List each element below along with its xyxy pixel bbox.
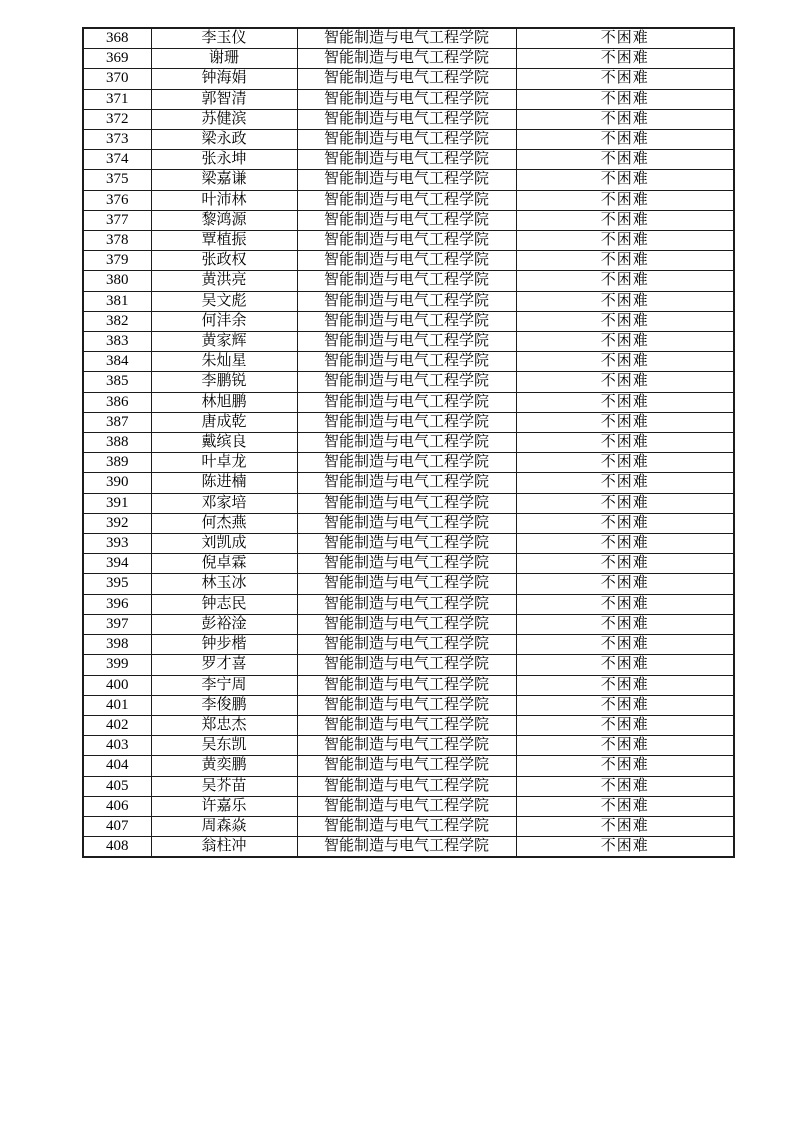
cell-status: 不困难 (516, 513, 734, 533)
table-row (83, 210, 734, 230)
cell-college: 智能制造与电气工程学院 (297, 271, 516, 291)
cell-serial-number: 403 (83, 736, 151, 756)
cell-status: 不困难 (516, 190, 734, 210)
cell-status: 不困难 (516, 231, 734, 251)
cell-college: 智能制造与电气工程学院 (297, 170, 516, 190)
cell-college: 智能制造与电气工程学院 (297, 695, 516, 715)
cell-student-name: 黄洪亮 (151, 271, 297, 291)
cell-status: 不困难 (516, 534, 734, 554)
roster-body (83, 28, 734, 857)
cell-serial-number: 396 (83, 594, 151, 614)
cell-serial-number: 400 (83, 675, 151, 695)
cell-college: 智能制造与电气工程学院 (297, 453, 516, 473)
table-row (83, 130, 734, 150)
cell-college: 智能制造与电气工程学院 (297, 554, 516, 574)
cell-status: 不困难 (516, 675, 734, 695)
cell-status: 不困难 (516, 594, 734, 614)
cell-serial-number: 392 (83, 513, 151, 533)
cell-college: 智能制造与电气工程学院 (297, 614, 516, 634)
cell-college: 智能制造与电气工程学院 (297, 776, 516, 796)
cell-college: 智能制造与电气工程学院 (297, 251, 516, 271)
cell-serial-number: 374 (83, 150, 151, 170)
cell-college: 智能制造与电气工程学院 (297, 675, 516, 695)
cell-serial-number: 394 (83, 554, 151, 574)
cell-serial-number: 380 (83, 271, 151, 291)
table-row (83, 231, 734, 251)
cell-serial-number: 406 (83, 796, 151, 816)
table-row (83, 433, 734, 453)
table-row (83, 594, 734, 614)
cell-student-name: 翁柱冲 (151, 837, 297, 858)
cell-serial-number: 407 (83, 816, 151, 836)
cell-status: 不困难 (516, 28, 734, 49)
cell-student-name: 倪卓霖 (151, 554, 297, 574)
cell-student-name: 叶沛林 (151, 190, 297, 210)
cell-status: 不困难 (516, 170, 734, 190)
cell-serial-number: 375 (83, 170, 151, 190)
cell-student-name: 何杰燕 (151, 513, 297, 533)
table-row (83, 352, 734, 372)
cell-student-name: 苏健滨 (151, 109, 297, 129)
table-row (83, 150, 734, 170)
cell-college: 智能制造与电气工程学院 (297, 49, 516, 69)
cell-status: 不困难 (516, 453, 734, 473)
cell-college: 智能制造与电气工程学院 (297, 796, 516, 816)
table-row (83, 473, 734, 493)
table-row (83, 392, 734, 412)
cell-serial-number: 401 (83, 695, 151, 715)
cell-college: 智能制造与电气工程学院 (297, 291, 516, 311)
cell-status: 不困难 (516, 433, 734, 453)
cell-serial-number: 387 (83, 412, 151, 432)
cell-college: 智能制造与电气工程学院 (297, 231, 516, 251)
cell-college: 智能制造与电气工程学院 (297, 130, 516, 150)
cell-status: 不困难 (516, 109, 734, 129)
table-row (83, 736, 734, 756)
cell-student-name: 郑忠杰 (151, 715, 297, 735)
cell-college: 智能制造与电气工程学院 (297, 433, 516, 453)
cell-status: 不困难 (516, 251, 734, 271)
cell-college: 智能制造与电气工程学院 (297, 594, 516, 614)
table-row (83, 675, 734, 695)
cell-student-name: 许嘉乐 (151, 796, 297, 816)
cell-student-name: 陈进楠 (151, 473, 297, 493)
cell-student-name: 谢珊 (151, 49, 297, 69)
cell-student-name: 吴东凯 (151, 736, 297, 756)
cell-student-name: 张永坤 (151, 150, 297, 170)
cell-serial-number: 391 (83, 493, 151, 513)
cell-serial-number: 397 (83, 614, 151, 634)
cell-serial-number: 395 (83, 574, 151, 594)
table-row (83, 756, 734, 776)
cell-serial-number: 404 (83, 756, 151, 776)
cell-status: 不困难 (516, 311, 734, 331)
cell-college: 智能制造与电气工程学院 (297, 372, 516, 392)
cell-status: 不困难 (516, 49, 734, 69)
cell-status: 不困难 (516, 655, 734, 675)
cell-student-name: 覃植振 (151, 231, 297, 251)
cell-college: 智能制造与电气工程学院 (297, 534, 516, 554)
table-row (83, 453, 734, 473)
table-row (83, 655, 734, 675)
cell-student-name: 黎鸿源 (151, 210, 297, 230)
cell-student-name: 张政权 (151, 251, 297, 271)
cell-serial-number: 373 (83, 130, 151, 150)
cell-serial-number: 371 (83, 89, 151, 109)
cell-status: 不困难 (516, 130, 734, 150)
cell-college: 智能制造与电气工程学院 (297, 574, 516, 594)
cell-student-name: 李鹏锐 (151, 372, 297, 392)
cell-status: 不困难 (516, 816, 734, 836)
cell-student-name: 罗才喜 (151, 655, 297, 675)
table-row (83, 251, 734, 271)
cell-status: 不困难 (516, 736, 734, 756)
cell-college: 智能制造与电气工程学院 (297, 109, 516, 129)
cell-college: 智能制造与电气工程学院 (297, 69, 516, 89)
cell-serial-number: 369 (83, 49, 151, 69)
table-row (83, 776, 734, 796)
cell-status: 不困难 (516, 352, 734, 372)
cell-serial-number: 370 (83, 69, 151, 89)
table-row (83, 513, 734, 533)
cell-college: 智能制造与电气工程学院 (297, 150, 516, 170)
cell-student-name: 邓家培 (151, 493, 297, 513)
cell-college: 智能制造与电气工程学院 (297, 513, 516, 533)
cell-student-name: 周森焱 (151, 816, 297, 836)
cell-student-name: 戴缤良 (151, 433, 297, 453)
cell-serial-number: 408 (83, 837, 151, 858)
cell-student-name: 林旭鹏 (151, 392, 297, 412)
cell-serial-number: 383 (83, 332, 151, 352)
cell-college: 智能制造与电气工程学院 (297, 837, 516, 858)
table-row (83, 291, 734, 311)
cell-status: 不困难 (516, 695, 734, 715)
table-row (83, 69, 734, 89)
cell-college: 智能制造与电气工程学院 (297, 493, 516, 513)
cell-student-name: 钟海娟 (151, 69, 297, 89)
cell-serial-number: 398 (83, 635, 151, 655)
cell-serial-number: 402 (83, 715, 151, 735)
cell-status: 不困难 (516, 715, 734, 735)
cell-college: 智能制造与电气工程学院 (297, 392, 516, 412)
cell-college: 智能制造与电气工程学院 (297, 190, 516, 210)
cell-college: 智能制造与电气工程学院 (297, 89, 516, 109)
table-row (83, 311, 734, 331)
table-row (83, 816, 734, 836)
cell-student-name: 朱灿星 (151, 352, 297, 372)
cell-student-name: 梁永政 (151, 130, 297, 150)
table-row (83, 614, 734, 634)
cell-status: 不困难 (516, 150, 734, 170)
cell-serial-number: 385 (83, 372, 151, 392)
table-row (83, 534, 734, 554)
cell-student-name: 钟步楷 (151, 635, 297, 655)
cell-status: 不困难 (516, 372, 734, 392)
table-row (83, 635, 734, 655)
cell-serial-number: 377 (83, 210, 151, 230)
cell-college: 智能制造与电气工程学院 (297, 412, 516, 432)
table-row (83, 49, 734, 69)
cell-student-name: 梁嘉谦 (151, 170, 297, 190)
cell-serial-number: 378 (83, 231, 151, 251)
cell-college: 智能制造与电气工程学院 (297, 715, 516, 735)
student-roster-table (82, 27, 735, 858)
table-row (83, 109, 734, 129)
cell-serial-number: 405 (83, 776, 151, 796)
cell-status: 不困难 (516, 614, 734, 634)
cell-status: 不困难 (516, 554, 734, 574)
cell-status: 不困难 (516, 796, 734, 816)
cell-college: 智能制造与电气工程学院 (297, 210, 516, 230)
cell-student-name: 李宁周 (151, 675, 297, 695)
table-row (83, 271, 734, 291)
cell-serial-number: 389 (83, 453, 151, 473)
cell-college: 智能制造与电气工程学院 (297, 635, 516, 655)
cell-serial-number: 368 (83, 28, 151, 49)
cell-status: 不困难 (516, 574, 734, 594)
table-row (83, 574, 734, 594)
cell-student-name: 李俊鹏 (151, 695, 297, 715)
table-row (83, 372, 734, 392)
cell-serial-number: 384 (83, 352, 151, 372)
cell-status: 不困难 (516, 392, 734, 412)
table-row (83, 89, 734, 109)
cell-student-name: 黄奕鹏 (151, 756, 297, 776)
table-row (83, 715, 734, 735)
cell-student-name: 郭智清 (151, 89, 297, 109)
table-row (83, 554, 734, 574)
cell-college: 智能制造与电气工程学院 (297, 352, 516, 372)
table-row (83, 493, 734, 513)
cell-status: 不困难 (516, 635, 734, 655)
cell-serial-number: 379 (83, 251, 151, 271)
table-row (83, 796, 734, 816)
cell-status: 不困难 (516, 493, 734, 513)
cell-student-name: 吴芥苗 (151, 776, 297, 796)
table-row (83, 28, 734, 49)
cell-status: 不困难 (516, 271, 734, 291)
cell-status: 不困难 (516, 756, 734, 776)
cell-status: 不困难 (516, 210, 734, 230)
cell-status: 不困难 (516, 776, 734, 796)
cell-student-name: 吴文彪 (151, 291, 297, 311)
cell-college: 智能制造与电气工程学院 (297, 756, 516, 776)
cell-serial-number: 372 (83, 109, 151, 129)
cell-serial-number: 386 (83, 392, 151, 412)
cell-serial-number: 381 (83, 291, 151, 311)
table-row (83, 190, 734, 210)
cell-status: 不困难 (516, 89, 734, 109)
table-row (83, 332, 734, 352)
cell-student-name: 李玉仪 (151, 28, 297, 49)
table-row (83, 412, 734, 432)
cell-college: 智能制造与电气工程学院 (297, 655, 516, 675)
table-row (83, 837, 734, 858)
cell-serial-number: 376 (83, 190, 151, 210)
cell-college: 智能制造与电气工程学院 (297, 816, 516, 836)
cell-student-name: 钟志民 (151, 594, 297, 614)
cell-student-name: 叶卓龙 (151, 453, 297, 473)
cell-student-name: 黄家辉 (151, 332, 297, 352)
cell-status: 不困难 (516, 473, 734, 493)
cell-status: 不困难 (516, 69, 734, 89)
cell-status: 不困难 (516, 412, 734, 432)
cell-serial-number: 393 (83, 534, 151, 554)
cell-status: 不困难 (516, 332, 734, 352)
cell-serial-number: 388 (83, 433, 151, 453)
cell-college: 智能制造与电气工程学院 (297, 28, 516, 49)
table-row (83, 695, 734, 715)
cell-student-name: 何沣余 (151, 311, 297, 331)
cell-student-name: 林玉冰 (151, 574, 297, 594)
cell-serial-number: 390 (83, 473, 151, 493)
cell-serial-number: 399 (83, 655, 151, 675)
cell-college: 智能制造与电气工程学院 (297, 311, 516, 331)
cell-status: 不困难 (516, 837, 734, 858)
cell-college: 智能制造与电气工程学院 (297, 473, 516, 493)
cell-college: 智能制造与电气工程学院 (297, 736, 516, 756)
cell-student-name: 唐成乾 (151, 412, 297, 432)
cell-status: 不困难 (516, 291, 734, 311)
cell-serial-number: 382 (83, 311, 151, 331)
cell-student-name: 彭裕淦 (151, 614, 297, 634)
cell-student-name: 刘凯成 (151, 534, 297, 554)
cell-college: 智能制造与电气工程学院 (297, 332, 516, 352)
table-row (83, 170, 734, 190)
